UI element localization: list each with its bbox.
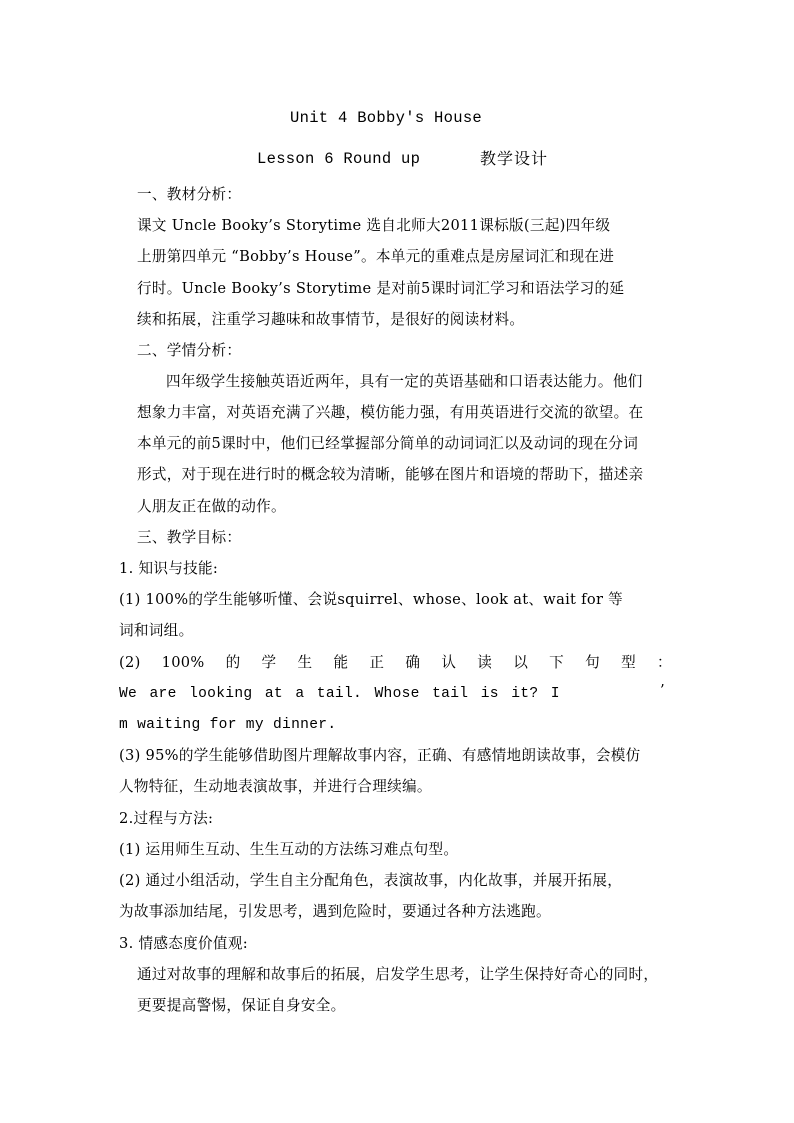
token: looking (189, 686, 253, 702)
token: Whose (374, 686, 420, 702)
section-3-heading: 三、教学目标： (137, 529, 242, 546)
emotion-line: 通过对故事的理解和故事后的拓展，启发学生思考，让学生保持好奇心的同时， (137, 966, 659, 983)
section-2-line: 四年级学生接触英语近两年，具有一定的英语基础和口语表达能力。他们 (166, 373, 643, 390)
process-2-line: 为故事添加结尾，引发思考，遇到危险时，要通过各种方法逃跑。 (119, 903, 551, 920)
emotion-line: 更要提高警惕，保证自身安全。 (137, 997, 346, 1014)
token: 能 (333, 654, 349, 671)
objective-1-line: 词和词组。 (119, 622, 194, 639)
section-2-heading: 二、学情分析： (137, 342, 242, 359)
token: it? (511, 686, 539, 702)
token: at (264, 686, 283, 702)
token: (2) (119, 654, 141, 671)
objective-2-line (119, 653, 672, 673)
objective-2-line: m waiting for my dinner. (119, 717, 337, 733)
token: tail. (316, 686, 363, 702)
objective-2-words (119, 684, 560, 704)
token: is (480, 686, 499, 702)
title-design: 教学设计 (480, 149, 549, 168)
token: 认 (441, 654, 457, 671)
token: 读 (477, 654, 493, 671)
knowledge-heading: 1. 知识与技能: (119, 560, 219, 577)
section-1-line: 行时。Uncle Booky’s Storytime 是对前5课时词汇学习和语法学习的延 (137, 280, 625, 297)
section-1-line: 上册第四单元 “Bobby’s House”。本单元的重难点是房屋词汇和现在进 (137, 248, 615, 265)
section-2-line: 人朋友正在做的动作。 (137, 498, 286, 515)
token: a (295, 686, 305, 702)
apostrophe: ’ (660, 682, 665, 699)
token: 确 (405, 654, 421, 671)
token: ： (657, 654, 672, 671)
token: We (119, 686, 138, 702)
token: I (550, 686, 560, 702)
objective-2-line (119, 684, 560, 704)
token: 学 (261, 654, 277, 671)
section-2-line: 想象力丰富，对英语充满了兴趣，模仿能力强，有用英语进行交流的欲望。在 (137, 404, 644, 421)
token: 正 (369, 654, 385, 671)
token: are (149, 686, 177, 702)
emotion-heading: 3. 情感态度价值观: (119, 935, 248, 952)
section-1-heading: 一、教材分析： (137, 186, 242, 203)
process-2-line: (2) 通过小组活动，学生自主分配角色，表演故事，内化故事，并展开拓展， (119, 872, 623, 889)
token: 生 (297, 654, 313, 671)
token: 100% (161, 654, 205, 671)
section-2-line: 本单元的前5课时中，他们已经掌握部分简单的动词词汇以及动词的现在分词 (137, 435, 639, 452)
section-1-line: 续和拓展，注重学习趣味和故事情节，是很好的阅读材料。 (137, 311, 525, 328)
objective-3-line: (3) 95%的学生能够借助图片理解故事内容，正确、有感情地朗读故事，会模仿 (119, 747, 641, 764)
objective-1-line: (1) 100%的学生能够听懂、会说squirrel、whose、look at、wait for 等 (119, 591, 624, 608)
process-heading: 2.过程与方法: (119, 810, 214, 827)
section-1-line: 课文 Uncle Booky’s Storytime 选自北师大2011课标版(三起)四年级 (137, 217, 611, 234)
title-unit: Unit 4 Bobby's House (290, 109, 483, 127)
token: 的 (225, 654, 241, 671)
token: tail (432, 686, 469, 702)
token: 以 (513, 654, 529, 671)
objective-3-line: 人物特征，生动地表演故事，并进行合理续编。 (119, 778, 432, 795)
process-1-line: (1) 运用师生互动、生生互动的方法练习难点句型。 (119, 841, 459, 858)
title-lesson: Lesson 6 Round up (257, 150, 421, 168)
token: 型 (621, 654, 636, 671)
token: 句 (585, 654, 601, 671)
token: 下 (549, 654, 565, 671)
section-2-line: 形式，对于现在进行时的概念较为清晰，能够在图片和语境的帮助下，描述亲 (137, 466, 644, 483)
